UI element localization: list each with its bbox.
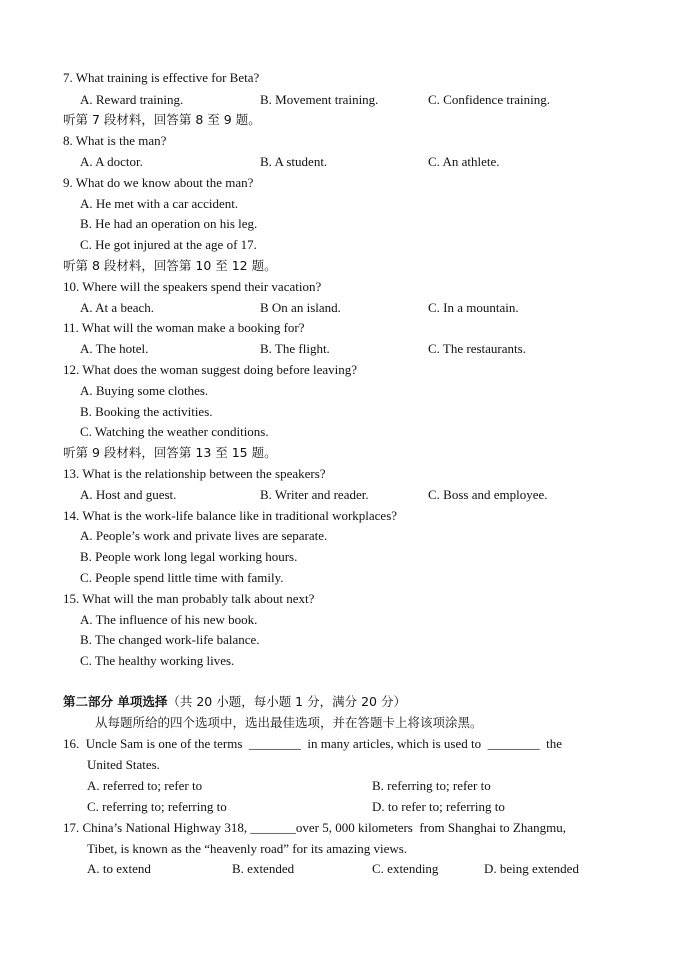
question-8-option-a: A. A doctor. <box>80 154 143 169</box>
question-10-option-b: B On an island. <box>260 300 341 315</box>
question-10-option-a: A. At a beach. <box>80 300 155 315</box>
question-17-option-a: A. to extend <box>87 861 151 876</box>
question-9-option-a: A. He met with a car accident. <box>80 196 239 211</box>
question-9-option-b: B. He had an operation on his leg. <box>80 216 258 231</box>
question-13-stem: 13. What is the relationship between the speakers? <box>63 466 326 481</box>
section-7-instruction: 听第 7 段材料，回答第 8 至 9 题。 <box>63 112 261 127</box>
question-11-option-b: B. The flight. <box>260 341 330 356</box>
question-7-option-c: C. Confidence training. <box>428 92 551 107</box>
question-7-option-b: B. Movement training. <box>260 92 379 107</box>
part-2-heading <box>63 694 406 710</box>
question-17-continuation: Tibet, is known as the “heavenly road” for its amazing views. <box>87 841 408 856</box>
question-15-option-a: A. The influence of his new book. <box>80 612 258 627</box>
question-12-stem: 12. What does the woman suggest doing before leaving? <box>63 362 357 377</box>
question-7-option-a: A. Reward training. <box>80 92 184 107</box>
question-14-option-c: C. People spend little time with family. <box>80 570 284 585</box>
question-17-option-b: B. extended <box>232 861 295 876</box>
question-10-stem: 10. Where will the speakers spend their vacation? <box>63 279 322 294</box>
question-16-continuation: United States. <box>87 757 160 772</box>
part-2-instruction: 从每题所给的四个选项中，选出最佳选项，并在答题卡上将该项涂黑。 <box>95 715 483 730</box>
question-15-option-b: B. The changed work-life balance. <box>80 632 260 647</box>
question-16-stem: 16. Uncle Sam is one of the terms ________ in many articles, which is used to ________ the <box>63 736 562 751</box>
part-2-info: （共 20 小题，每小题 1 分，满分 20 分） <box>167 694 406 709</box>
question-11-option-a: A. The hotel. <box>80 341 149 356</box>
question-12-option-b: B. Booking the activities. <box>80 404 213 419</box>
section-9-instruction: 听第 9 段材料，回答第 13 至 15 题。 <box>63 445 277 460</box>
question-8-stem: 8. What is the man? <box>63 133 167 148</box>
question-14-option-a: A. People’s work and private lives are separate. <box>80 528 328 543</box>
question-15-stem: 15. What will the man probably talk about next? <box>63 591 315 606</box>
question-14-option-b: B. People work long legal working hours. <box>80 549 298 564</box>
question-13-option-c: C. Boss and employee. <box>428 487 548 502</box>
question-12-option-c: C. Watching the weather conditions. <box>80 424 269 439</box>
question-8-option-c: C. An athlete. <box>428 154 500 169</box>
question-8-option-b: B. A student. <box>260 154 328 169</box>
question-16-option-a: A. referred to; refer to <box>87 778 203 793</box>
question-13-option-a: A. Host and guest. <box>80 487 177 502</box>
question-11-option-c: C. The restaurants. <box>428 341 526 356</box>
section-8-instruction: 听第 8 段材料，回答第 10 至 12 题。 <box>63 258 277 273</box>
question-17-option-c: C. extending <box>372 861 439 876</box>
question-16-option-d: D. to refer to; referring to <box>372 799 505 814</box>
question-9-option-c: C. He got injured at the age of 17. <box>80 237 257 252</box>
part-2-title: 第二部分 单项选择 <box>63 694 168 709</box>
question-16-option-b: B. referring to; refer to <box>372 778 491 793</box>
question-11-stem: 11. What will the woman make a booking for? <box>63 320 305 335</box>
question-14-stem: 14. What is the work-life balance like in traditional workplaces? <box>63 508 398 523</box>
question-13-option-b: B. Writer and reader. <box>260 487 369 502</box>
question-12-option-a: A. Buying some clothes. <box>80 383 209 398</box>
question-17-option-d: D. being extended <box>484 861 579 876</box>
question-10-option-c: C. In a mountain. <box>428 300 519 315</box>
question-7-stem: 7. What training is effective for Beta? <box>63 70 260 85</box>
question-15-option-c: C. The healthy working lives. <box>80 653 235 668</box>
question-16-option-c: C. referring to; referring to <box>87 799 227 814</box>
question-9-stem: 9. What do we know about the man? <box>63 175 254 190</box>
question-17-stem: 17. China’s National Highway 318, _______over 5, 000 kilometers from Shanghai to Zhangmu, <box>63 820 566 835</box>
